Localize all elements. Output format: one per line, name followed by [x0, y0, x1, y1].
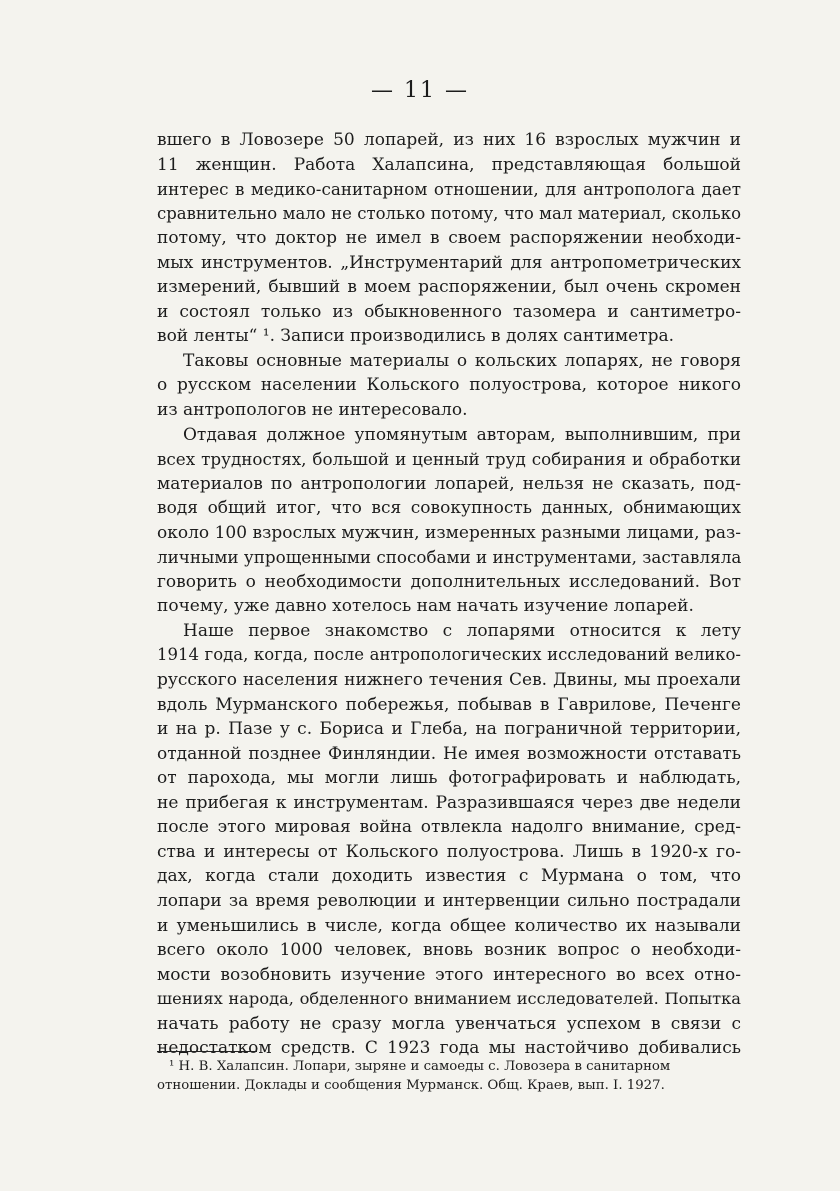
footnote-line: ¹ Н. В. Халапсин. Лопари, зыряне и самоеды с. Ловозера в санитарном	[169, 1059, 671, 1074]
paragraph-start-line: Таковы основные материалы о кольских лопарях, не говоря	[183, 350, 741, 371]
text-line: и на р. Пазе у с. Бориса и Глеба, на пограничной территории,	[157, 719, 741, 740]
text-line: не прибегая к инструментам. Разразившаяся через две недели	[157, 792, 741, 813]
text-line: мых инструментов. „Инструментарий для антропометрических	[157, 252, 741, 273]
text-line: о русском населении Кольского полуострова, которое никого	[157, 375, 741, 396]
text-line: мости возобновить изучение этого интересного во всех отно-	[157, 964, 741, 985]
footnote	[157, 1057, 741, 1095]
text-line: дах, когда стали доходить известия с Мурмана о том, что	[157, 866, 741, 887]
text-line: шениях народа, обделенного вниманием исследователей. Попытка	[157, 989, 741, 1009]
text-line: интерес в медико-санитарном отношении, для антрополога дает	[157, 179, 741, 200]
footnote-line: отношении. Доклады и сообщения Мурманск. Общ. Краев, вып. I. 1927.	[157, 1078, 665, 1093]
text-line: и состоял только из обыкновенного тазомера и сантиметро-	[157, 301, 741, 322]
body-text	[157, 128, 741, 1061]
text-line: русского населения нижнего течения Сев. Двины, мы проехали	[157, 670, 741, 691]
text-line: сравнительно мало не столько потому, что мал материал, сколько	[157, 203, 741, 223]
text-line: вдоль Мурманского побережья, побывав в Гаврилове, Печенге	[157, 694, 741, 715]
text-line: личными упрощенными способами и инструментами, заставляла	[157, 547, 742, 568]
text-line: водя общий итог, что вся совокупность данных, обнимающих	[157, 498, 741, 519]
text-line: отданной позднее Финляндии. Не имея возможности отставать	[157, 743, 741, 764]
text-line: от парохода, мы могли лишь фотографировать и наблюдать,	[157, 768, 741, 789]
text-line: всего около 1000 человек, вновь возник вопрос о необходи-	[157, 940, 741, 961]
text-line: около 100 взрослых мужчин, измеренных разными лицами, раз-	[157, 522, 741, 543]
text-line: вшего в Ловозере 50 лопарей, из них 16 взрослых мужчин и	[157, 130, 741, 150]
text-line: ства и интересы от Кольского полуострова. Лишь в 1920-х го-	[157, 841, 741, 862]
paragraph-start-line: Отдавая должное упомянутым авторам, выполнившим, при	[183, 424, 741, 445]
text-line: всех трудностях, большой и ценный труд собирания и обработки	[157, 449, 741, 470]
text-line: начать работу не сразу могла увенчаться успехом в связи с	[157, 1013, 741, 1034]
text-line: 11 женщин. Работа Халапсина, представляющая большой	[157, 154, 741, 175]
text-line: недостатком средств. С 1923 года мы настойчиво добивались	[157, 1038, 741, 1059]
text-line: из антропологов не интересовало.	[157, 400, 468, 421]
text-line: говорить о необходимости дополнительных исследований. Вот	[157, 571, 741, 592]
text-line: 1914 года, когда, после антропологических исследований велико-	[157, 645, 741, 665]
page-number: — 11 —	[371, 78, 469, 103]
text-line: материалов по антропологии лопарей, нельзя не сказать, под-	[157, 473, 741, 494]
text-line: потому, что доктор не имел в своем распоряжении необходи-	[157, 228, 741, 249]
footnote-divider	[157, 1051, 257, 1052]
text-line: измерений, бывший в моем распоряжении, был очень скромен	[157, 277, 741, 298]
text-line: почему, уже давно хотелось нам начать изучение лопарей.	[157, 596, 694, 617]
text-line: после этого мировая война отвлекла надолго внимание, сред-	[157, 817, 741, 838]
text-line: и уменьшились в числе, когда общее количество их называли	[157, 915, 741, 936]
text-line: лопари за время революции и интервенции сильно пострадали	[157, 890, 741, 911]
paragraph-start-line: Наше первое знакомство с лопарями относится к лету	[183, 620, 741, 641]
text-line: вой ленты“ ¹. Записи производились в долях сантиметра.	[157, 326, 675, 347]
